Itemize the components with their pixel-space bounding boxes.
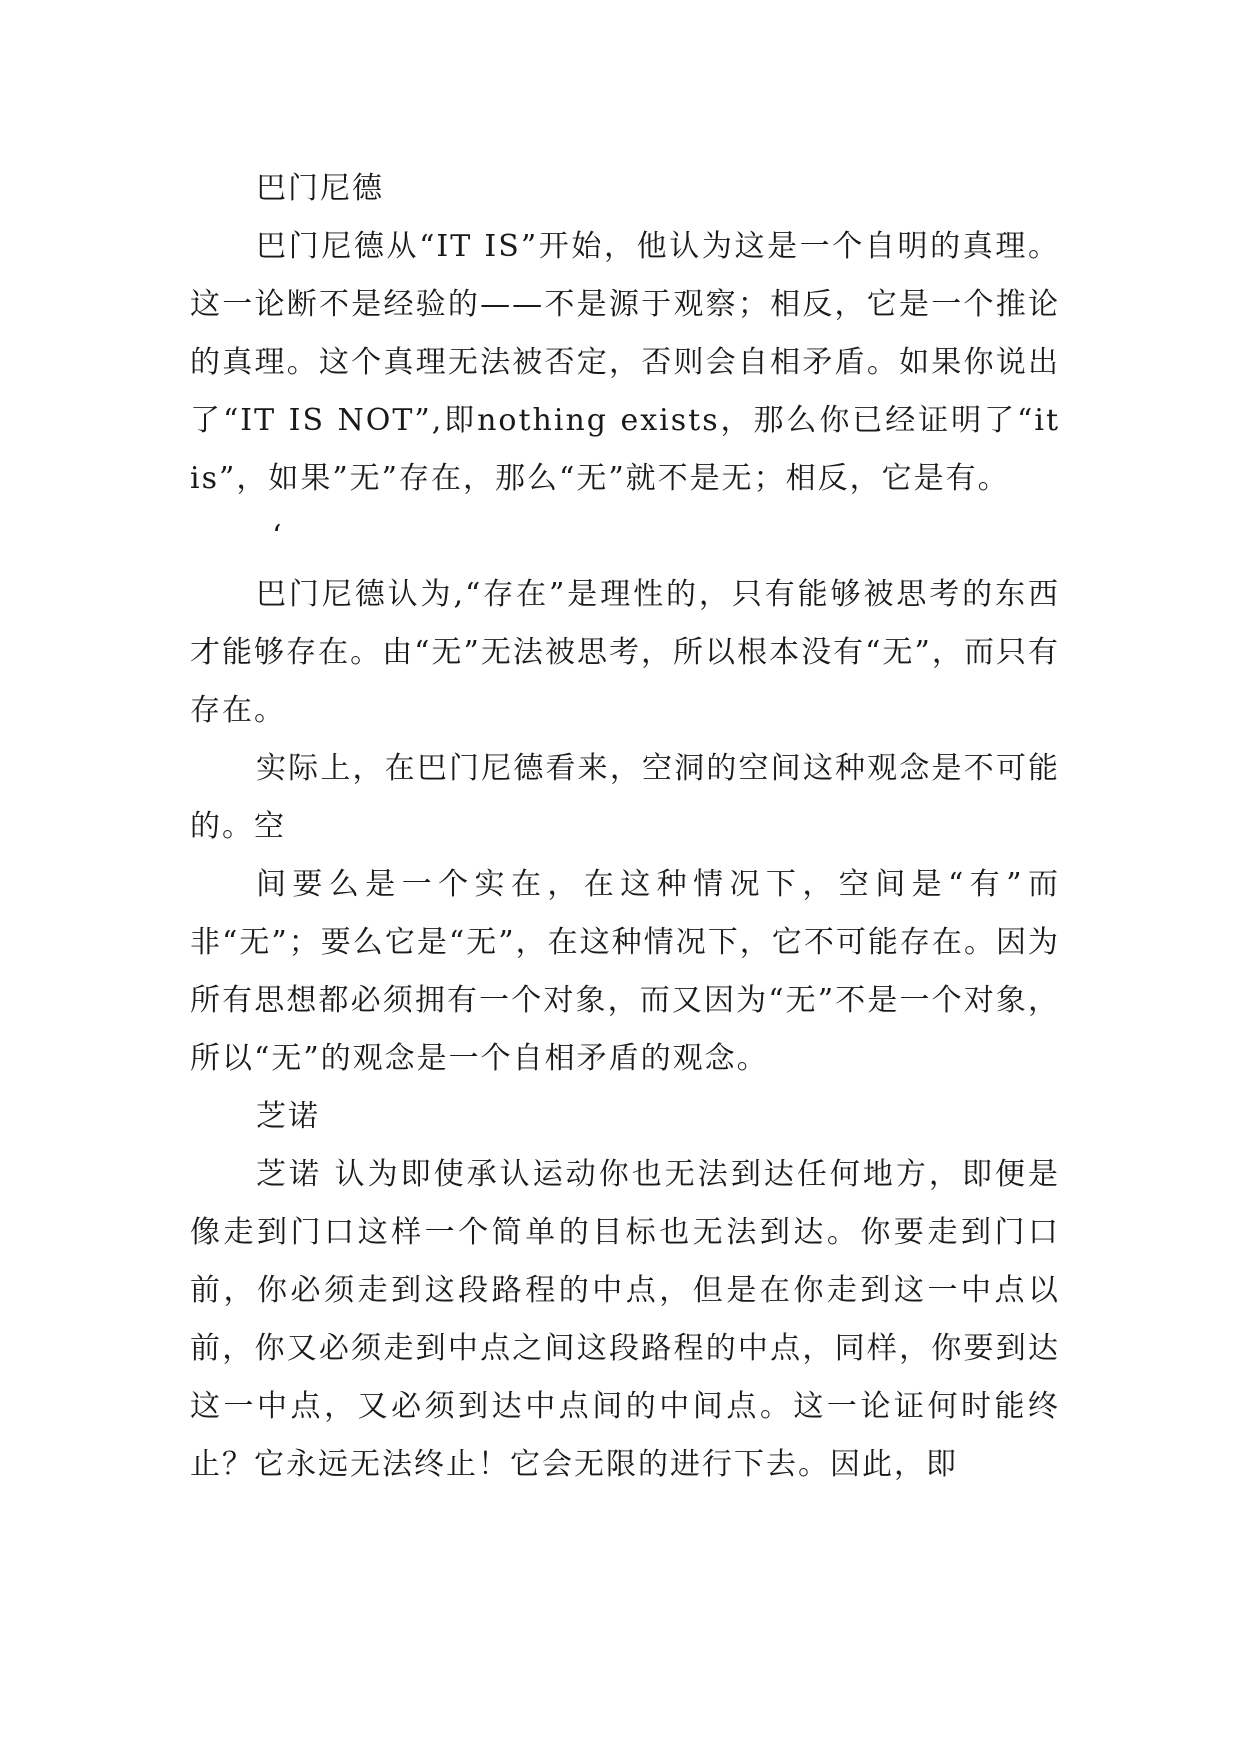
paragraph-zeno-motion: 芝诺 认为即使承认运动你也无法到达任何地方，即便是像走到门口这样一个简单的目标也无法到达。你要走到门口前，你必须走到这段路程的中点，但是在你走到这一中点以前，你又必须走到中点之间这段路程的中点，同样，你要到达这一中点，又必须到达中点间的中间点。这一论证何时能终止？它永远无法终止！它会无限的进行下去。因此，即 bbox=[190, 1157, 1060, 1482]
paragraph-it-is: 巴门尼德从“IT IS”开始，他认为这是一个自明的真理。这一论断不是经验的——不是源于观察；相反，它是一个推论的真理。这个真理无法被否定，否则会自相矛盾。如果你说出了“IT IS NOT”,即nothing exists，那么你已经证明了“it is”，如果”无”存在，那么“无”就不是无；相反，它是有。 bbox=[190, 229, 1060, 496]
paragraph-gap bbox=[190, 508, 1060, 566]
paragraph-empty-space: 实际上，在巴门尼德看来，空洞的空间这种观念是不可能的。空 bbox=[190, 751, 1060, 844]
heading-parmenides: 巴门尼德 bbox=[256, 171, 384, 206]
paragraph-space-either: 间要么是一个实在，在这种情况下，空间是“有”而非“无”；要么它是“无”，在这种情况下，它不可能存在。因为所有思想都必须拥有一个对象，而又因为“无”不是一个对象，所以“无”的观念是一个自相矛盾的观念。 bbox=[190, 867, 1060, 1076]
stray-quote-mark: ‘ bbox=[272, 519, 284, 554]
heading-zeno: 芝诺 bbox=[256, 1099, 320, 1134]
document-body bbox=[190, 160, 1060, 1494]
paragraph-being-rational: 巴门尼德认为,“存在”是理性的，只有能够被思考的东西才能够存在。由“无”无法被思考，所以根本没有“无”，而只有存在。 bbox=[190, 577, 1060, 728]
